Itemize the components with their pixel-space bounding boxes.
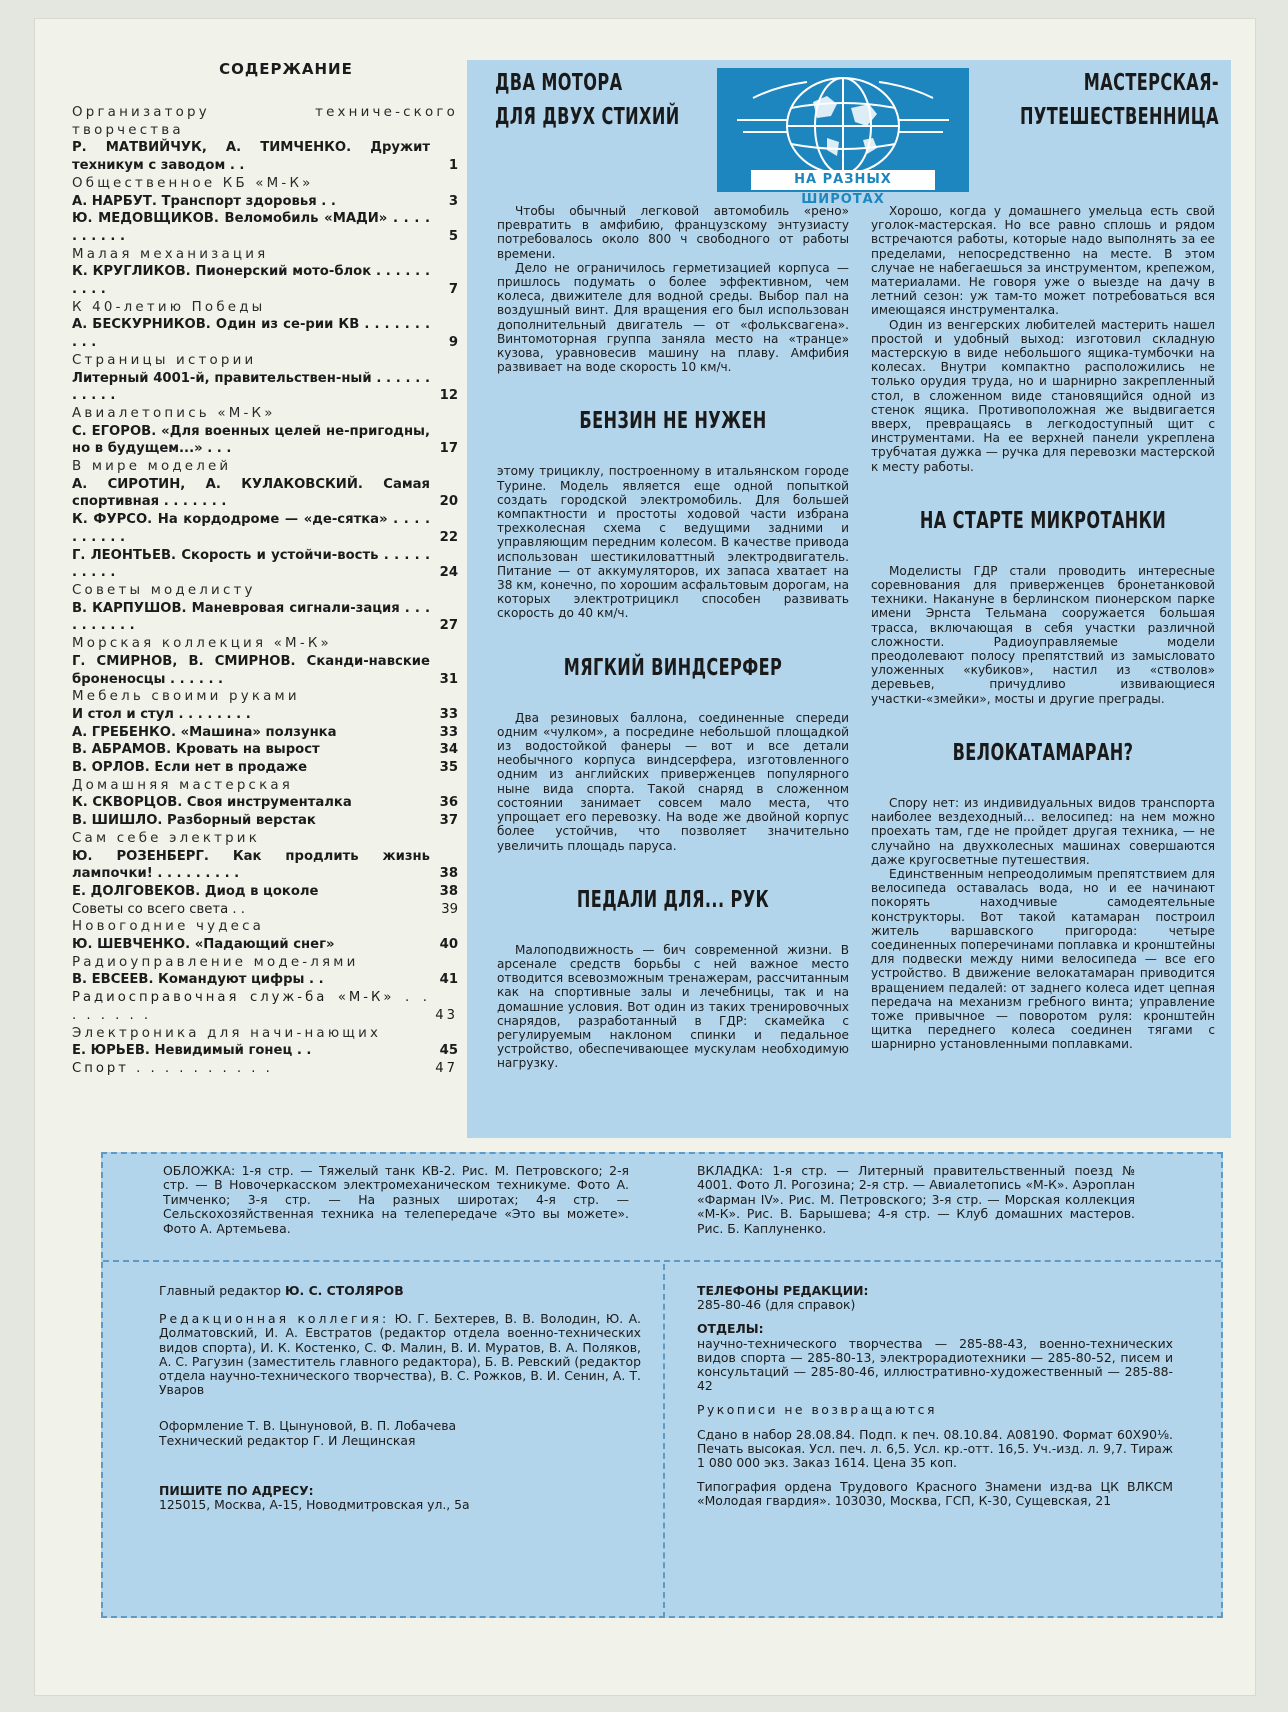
toc-entry (72, 1060, 458, 1078)
section-logo (717, 68, 969, 207)
toc-list (72, 104, 458, 1078)
toc-section-heading: Страницы истории (72, 352, 257, 368)
toc-entry-page: 45 (439, 1043, 458, 1059)
toc-section-heading: В мире моделей (72, 459, 232, 475)
column-middle (497, 204, 849, 1071)
toc-entry-page: 37 (439, 813, 458, 829)
toc-entry-page: 12 (439, 388, 458, 404)
toc-entry-title: Е. ДОЛГОВЕКОВ. Диод в цоколе (72, 883, 319, 899)
article-paragraph: Дело не ограничилось герметизацией корпуса — пришлось подумать о более эффективном, чем колеса, движителе для водной среды. Выбор пал на воздушный винт. Для вращения его был использован дополнительный двигатель — от «фольксвагена». Винтомоторная группа заняла место на «транце» кузова, уравновесив машину на плаву. Амфибия развивает на воде скорость 10 км/ч. (497, 260, 849, 375)
chief-editor-name: Ю. С. СТОЛЯРОВ (285, 1283, 404, 1298)
article-headline: МЯГКИЙ ВИНДСЕРФЕР (563, 654, 783, 681)
credits-top-row (103, 1154, 1221, 1262)
toc-entry (72, 210, 458, 245)
toc-entry-page: 31 (439, 671, 458, 687)
toc-entry-page: 24 (439, 565, 458, 581)
cover-credits: ОБЛОЖКА: 1-я стр. — Тяжелый танк КВ-2. Рис. М. Петровского; 2-я стр. — В Новочеркасском электромеханическом техникуме. Фото А. Тимченко; 3-я стр. — На разных широтах; 4-я стр. — Сельскохозяйственная техника на телепередаче «Это вы можете». Фото А. Артемьева. (163, 1163, 629, 1236)
toc-entry-page: 47 (435, 1060, 458, 1076)
article-headline: НА СТАРТЕ МИКРОТАНКИ (919, 507, 1167, 534)
article-paragraph: Малоподвижность — бич современной жизни. В арсенале средств борьбы с ней важное место отводится всевозможным тренажерам, рассчитанным как на спортивные залы и лечебницы, так и на домашние условия. Вот один из таких тренировочных снарядов, разработанный в ГДР: скамейка с регулируемым наклоном спинки и педальное устройство, обеспечивающее мускулам необходимую нагрузку. (497, 942, 849, 1071)
address-label: ПИШИТЕ ПО АДРЕСУ: (159, 1482, 314, 1498)
toc-section-heading: Авиалетопись «М-К» (72, 405, 276, 421)
toc-entry-page: 22 (439, 529, 458, 545)
toc-entry (72, 370, 458, 405)
credits-box (101, 1152, 1223, 1618)
toc-entry (72, 989, 458, 1024)
toc-section-heading: Домашняя мастерская (72, 777, 294, 793)
toc-entry-title: Е. ЮРЬЕВ. Невидимый гонец . . (72, 1043, 312, 1059)
headline-line: ДВА МОТОРА (495, 70, 623, 96)
toc-section-heading: Мебель своими руками (72, 689, 300, 705)
toc-title: СОДЕРЖАНИЕ (219, 60, 353, 78)
feature-panel (467, 60, 1231, 1138)
article-paragraph: Два резиновых баллона, соединенные спереди одним «чулком», а посредине небольшой площадкой из водостойкой фанеры — вот и все детали необычного корпуса виндсерфера, изготовленного одним из английских приверженцев популярного ныне вида спорта. Такой снаряд в сложенном состоянии занимает совсем мало места, что упрощает его перевозку. На воде же двойной корпус более устойчив, что позволяет значительно увеличить площадь паруса. (497, 710, 849, 853)
manuscripts-note: Рукописи не возвращаются (697, 1402, 937, 1418)
article-headline: ВЕЛОКАТАМАРАН? (952, 739, 1134, 766)
toc-entry-page: 33 (439, 706, 458, 722)
toc-entry (72, 511, 458, 546)
toc-entry (72, 653, 458, 688)
toc-section-heading: Новогодние чудеса (72, 919, 265, 935)
credits-divider (663, 1264, 665, 1618)
toc-entry (72, 971, 458, 989)
article-paragraph: Хорошо, когда у домашнего умельца есть свой уголок-мастерская. Но все равно сплошь и рядом встречаются работы, которые надо выполнять за ее пределами, непосредственно на месте. В этом случае не набегаешься за инструментом, крепежом, материалами. Не говоря уже о выезде на дачу в летний сезон: уж там-то может потребоваться вся имеющаяся инструменталка. (871, 204, 1215, 318)
toc-entry-page: 7 (448, 282, 458, 298)
toc-entry-title: В. КАРПУШОВ. Маневровая сигнали-зация . . . . . . . . . . (72, 600, 430, 634)
board-label: Редакционная коллегия: (159, 1311, 390, 1327)
toc-entry (72, 547, 458, 582)
toc-entry (72, 476, 458, 511)
toc-entry-title: Ю. ШЕВЧЕНКО. «Падающий снег» (72, 937, 335, 953)
editorial-board (159, 1284, 641, 1526)
article-paragraph: Один из венгерских любителей мастерить нашел простой и удобный выход: изготовил складную мастерскую в виде небольшого ящика-тумбочки на колесах. Внутри компактно расположились не только орудия труда, но и шарнирно закрепленный стол, в сложенном виде становящийся одной из стенок ящика. Противоположная же выдвигается вверх, превращаясь в легкодоступный щит с инструментами. На ее верхней панели укреплена трубчатая дужка — ручка для перевозки мастерской к месту работы. (871, 317, 1215, 474)
toc-section-heading: Сам себе электрик (72, 830, 260, 846)
toc-entry (72, 423, 458, 458)
toc-entry-page: 33 (439, 724, 458, 740)
toc-entry-title: В. АБРАМОВ. Кровать на вырост (72, 742, 320, 758)
toc-entry-title: Ю. РОЗЕНБЕРГ. Как продлить жизнь лампочки! . . . . . . . . . (72, 848, 430, 882)
article-paragraph: Спору нет: из индивидуальных видов транспорта наиболее вездеходный... велосипед: на нем можно проехать там, где не пройдет другая техника, — не случайно на двухколесных машинах совершаются даже кругосветные путешествия. (871, 795, 1215, 867)
print-info: Сдано в набор 28.08.84. Подп. к печ. 08.10.84. А08190. Формат 60Х90⅛. Печать высокая. Усл. печ. л. 6,5. Усл. кр.-отт. 16,5. Уч.-изд. л. 9,7. Тираж 1 080 000 экз. Заказ 1614. Цена 35 коп. (697, 1426, 1173, 1471)
toc-entry (72, 741, 458, 759)
toc-entry-title: В. ОРЛОВ. Если нет в продаже (72, 760, 308, 776)
article-paragraph: Моделисты ГДР стали проводить интересные соревнования для приверженцев бронетанковой техники. Накануне в берлинском пионерском парке имени Эрнста Тельмана сооружается большая трасса, включающая в себя участки различной сложности. Радиоуправляемые модели преодолевают полосу препятствий из замысловато уложенных «кубиков», настил из «стволов» деревьев, причудливо извивающиеся участки-«змейки», мосты и другие преграды. (871, 563, 1215, 706)
phones: 285-80-46 (для справок) (697, 1297, 856, 1313)
toc-entry-page: 39 (441, 901, 458, 917)
logo-label: НА РАЗНЫХ ШИРОТАХ (751, 170, 935, 190)
toc-entry (72, 193, 458, 211)
article-paragraph: Чтобы обычный легковой автомобиль «рено» превратить в амфибию, французскому энтузиасту потребовалось около 800 ч свободного от работы времени. (497, 204, 849, 261)
article-paragraph: Единственным непреодолимым препятствием для велосипеда оставалась вода, но и ее начинают покорять находчивые самодеятельные конструкторы. Вот такой катамаран построил житель варшавского пригорода: четыре соединенных поперечинами поплавка и кронштейны для подвески между ними велосипеда — все его устройство. В движение велокатамаран приводится вращением педалей: от заднего колеса идет цепная передача на механизм гребного винта; управление тоже привычное — поворотом руля: кронштейн щитка переднего колеса соединен тягами с шарнирно установленными поплавками. (871, 866, 1215, 1052)
toc-entry-title: Радиосправочная служ-ба «М-К» . . . . . . . . (72, 990, 430, 1023)
toc-entry-title: Ю. МЕДОВЩИКОВ. Веломобиль «МАДИ» . . . . . . . . . . (72, 211, 430, 244)
address: 125015, Москва, А-15, Новодмитровская ул., 5а (159, 1497, 470, 1513)
toc-entry (72, 848, 458, 883)
toc-entry-title: К. КРУГЛИКОВ. Пионерский мото-блок . . . . . . . . . . (72, 264, 430, 298)
toc-entry (72, 794, 458, 812)
table-of-contents (72, 60, 458, 1078)
toc-entry-page: 5 (448, 228, 458, 244)
toc-entry-page: 27 (439, 618, 458, 634)
toc-entry-page: 1 (448, 158, 458, 174)
toc-section-heading: Электроника для начи-нающих (72, 1025, 382, 1041)
board-text: Ю. Г. Бехтерев, В. В. Володин, Ю. А. Долматовский, И. А. Евстратов (редактор отдела военно-технических видов спорта), И. К. Костенко, С. Ф. Малин, В. И. Муратов, В. А. Поляков, А. С. Рагузин (заместитель главного редактора), Б. В. Ревский (редактор отдела научно-технического творчества), В. С. Рожков, В. И. Сенин, А. Т. Уваров (159, 1311, 641, 1398)
toc-entry-title: А. ГРЕБЕНКО. «Машина» ползунка (72, 724, 337, 740)
toc-entry-page: 41 (439, 972, 458, 988)
toc-entry-title: Р. МАТВИЙЧУК, А. ТИМЧЕНКО. Дружит техникум с заводом . . (72, 140, 430, 174)
toc-section-heading: Малая механизация (72, 246, 269, 262)
toc-entry (72, 316, 458, 351)
toc-entry-title: В. ШИШЛО. Разборный верстак (72, 813, 316, 829)
tech-editor: Технический редактор Г. И Лещинская (159, 1432, 416, 1448)
headline-workshop (985, 66, 1219, 134)
toc-entry (72, 263, 458, 298)
toc-section-heading: Радиоуправление моде-лями (72, 954, 359, 970)
toc-entry-title: И стол и стул . . . . . . . . (72, 706, 251, 722)
toc-entry-title: Г. ЛЕОНТЬЕВ. Скорость и устойчи-вость . . . . . . . . . . (72, 547, 430, 581)
toc-entry-page: 20 (439, 494, 458, 510)
toc-entry-title: К. ФУРСО. На кордодроме — «де-сятка» . . . . . . . . . . (72, 512, 430, 545)
headline-line: МАСТЕРСКАЯ- (1083, 70, 1219, 96)
toc-entry (72, 936, 458, 954)
toc-entry (72, 812, 458, 830)
column-right (871, 204, 1215, 1052)
toc-entry-title: Спорт . . . . . . . . . . (72, 1060, 273, 1076)
article-headline: ПЕДАЛИ ДЛЯ... РУК (576, 886, 770, 913)
toc-entry-title: Советы со всего света . . (72, 901, 245, 917)
toc-entry-page: 43 (435, 1007, 458, 1023)
toc-entry-page: 34 (439, 742, 458, 758)
toc-entry (72, 706, 458, 724)
toc-entry-page: 38 (439, 883, 458, 899)
typography-info: Типография ордена Трудового Красного Знамени изд-ва ЦК ВЛКСМ «Молодая гвардия». 103030, Москва, ГСП, К-30, Сущевская, 21 (697, 1479, 1173, 1509)
toc-entry (72, 1042, 458, 1060)
toc-entry (72, 724, 458, 742)
toc-entry-title: Литерный 4001-й, правительствен-ный . . . . . . . . . . . (72, 370, 430, 404)
toc-entry-page: 38 (439, 866, 458, 882)
toc-section-heading: Морская коллекция «М-К» (72, 636, 332, 652)
toc-section-heading: К 40-летию Победы (72, 299, 266, 315)
toc-entry-title: А. СИРОТИН, А. КУЛАКОВСКИЙ. Самая спортивная . . . . . . . (72, 476, 430, 510)
toc-entry-title: А. НАРБУТ. Транспорт здоровья . . (72, 193, 336, 209)
toc-entry (72, 759, 458, 777)
article-paragraph: этому трициклу, построенному в итальянском городе Турине. Модель является еще одной попыткой создать городской электромобиль. Для большей компактности и простоты ходовой части избрана трехколесная схема с ведущими задними и управляющим передним колесом. В качестве привода использован шестикиловаттный электродвигатель. Питание — от аккумуляторов, их запаса хватает на 38 км, конечно, по хорошим асфальтовым дорогам, на которых электротрицикл способен развивать скорость до 40 км/ч. (497, 464, 849, 621)
headline-line: ДЛЯ ДВУХ СТИХИЙ (495, 104, 680, 130)
toc-entry-title: С. ЕГОРОВ. «Для военных целей не-пригодны, но в будущем...» . . . (72, 423, 430, 457)
phones-label: ТЕЛЕФОНЫ РЕДАКЦИИ: (697, 1283, 869, 1298)
design-credit: Оформление Т. В. Цынуновой, В. П. Лобачева (159, 1418, 457, 1434)
toc-entry-page: 35 (439, 760, 458, 776)
insert-credits: ВКЛАДКА: 1-я стр. — Литерный правительственный поезд № 4001. Фото Л. Рогозина; 2-я стр. — Авиалетопись «М-К». Аэроплан «Фарман IV». Рис. М. Петровского; 3-я стр. — Морская коллекция «М-К». Рис. В. Барышева; 4-я стр. — Клуб домашних мастеров. Рис. Б. Каплуненко. (697, 1163, 1135, 1236)
headline-two-motors (495, 66, 706, 134)
chief-editor-label: Главный редактор (159, 1283, 282, 1298)
headline-line: ПУТЕШЕСТВЕННИЦА (1020, 104, 1219, 130)
toc-entry (72, 883, 458, 901)
toc-entry (72, 901, 458, 919)
departments: научно-технического творчества — 285-88-43, военно-технических видов спорта — 285-80-13, электрорадиотехники — 285-80-52, писем и консультаций — 285-80-46, иллюстративно-художественный — 285-88-42 (697, 1335, 1173, 1394)
toc-entry-page: 9 (448, 335, 458, 351)
departments-label: ОТДЕЛЫ: (697, 1321, 764, 1337)
toc-section-heading: Общественное КБ «М-К» (72, 175, 314, 191)
toc-section-heading: Организатору техниче-ского творчества (72, 105, 458, 138)
article-headline: БЕНЗИН НЕ НУЖЕН (579, 408, 767, 435)
toc-entry-title: Г. СМИРНОВ, В. СМИРНОВ. Сканди-навские броненосцы . . . . . . (72, 653, 430, 687)
toc-entry (72, 600, 458, 635)
editorial-contacts (697, 1284, 1173, 1509)
toc-entry-title: К. СКВОРЦОВ. Своя инструменталка (72, 795, 352, 811)
toc-entry-page: 40 (439, 937, 458, 953)
toc-entry-title: В. ЕВСЕЕВ. Командуют цифры . . (72, 972, 324, 988)
toc-entry-title: А. БЕСКУРНИКОВ. Один из се-рии КВ . . . . . . . . . . (72, 317, 430, 351)
toc-section-heading: Советы моделисту (72, 582, 256, 598)
toc-entry-page: 17 (439, 441, 458, 457)
toc-entry-page: 3 (448, 193, 458, 209)
toc-entry (72, 139, 458, 174)
toc-entry-page: 36 (439, 795, 458, 811)
